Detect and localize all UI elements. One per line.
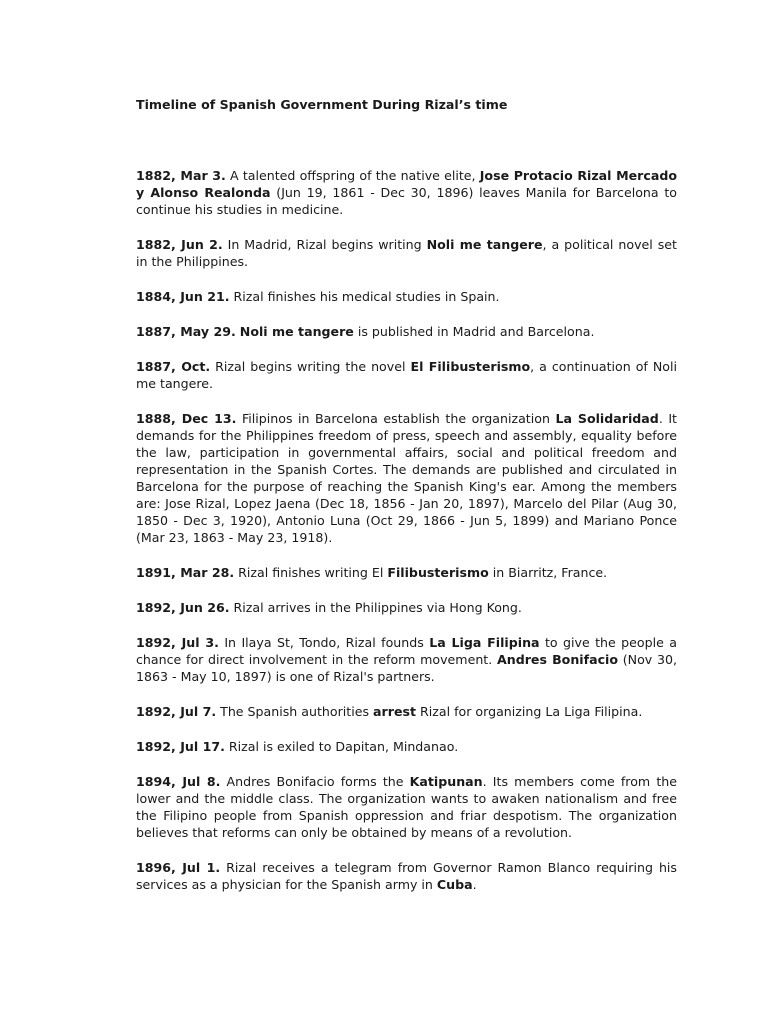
entry-emphasis: El Filibusterismo (410, 359, 531, 374)
entry-text: Rizal begins writing the novel (210, 359, 411, 374)
entry-emphasis: La Solidaridad (555, 411, 659, 426)
entry-text: , a continuation of Noli me tangere. (136, 359, 677, 391)
timeline-entry (136, 323, 677, 340)
entry-text: Rizal finishes his medical studies in Spain. (229, 289, 500, 304)
document-page (136, 96, 677, 911)
entry-emphasis: Cuba (436, 877, 473, 892)
entry-date: 1887, May 29. (136, 324, 236, 339)
timeline-entry (136, 236, 677, 270)
entry-emphasis: arrest (373, 704, 417, 719)
entry-text: Andres Bonifacio forms the (220, 774, 410, 789)
entry-date: 1887, Oct. (136, 359, 211, 374)
timeline-entry (136, 634, 677, 685)
entry-text: . (472, 877, 477, 892)
entry-emphasis: Noli me tangere (426, 237, 543, 252)
entry-text: Rizal is exiled to Dapitan, Mindanao. (224, 739, 459, 754)
entry-text: . Its members come from the lower and the middle class. The organization wants to awaken nationalism and free the Filipino people from Spanish oppression and friar despotism. The organization believes that reforms can only be obtained by means of a revolution. (136, 774, 677, 840)
entry-text: . It demands for the Philippines freedom of press, speech and assembly, equality before the law, participation in governmental affairs, social and political freedom and representation in the Spanish Cortes. The demands are published and circulated in Barcelona for the purpose of reaching the Spanish King's ear. Among the members are: Jose Rizal, Lopez Jaena (Dec 18, 1856 - Jan 20, 1897), Marcelo del Pilar (Aug 30, 1850 - Dec 3, 1920), Antonio Luna (Oct 29, 1866 - Jun 5, 1899) and Mariano Ponce (Mar 23, 1863 - May 23, 1918). (136, 411, 677, 545)
entry-emphasis: Filibusterismo (387, 565, 489, 580)
entry-text: The Spanish authorities (216, 704, 374, 719)
entry-date: 1892, Jun 26. (136, 600, 230, 615)
timeline-entry (136, 288, 677, 305)
entry-date: 1892, Jul 3. (136, 635, 219, 650)
entry-text: Rizal finishes writing El (234, 565, 388, 580)
timeline-entries (136, 167, 677, 893)
entry-date: 1882, Jun 2. (136, 237, 223, 252)
entry-text: In Madrid, Rizal begins writing (222, 237, 427, 252)
entry-date: 1892, Jul 7. (136, 704, 217, 719)
document-title: Timeline of Spanish Government During Rizal’s time (136, 97, 508, 112)
timeline-entry (136, 410, 677, 546)
timeline-entry (136, 167, 677, 218)
entry-text: in Biarritz, France. (488, 565, 608, 580)
entry-date: 1882, Mar 3. (136, 168, 226, 183)
entry-date: 1894, Jul 8. (136, 774, 221, 789)
entry-text: is published in Madrid and Barcelona. (353, 324, 595, 339)
timeline-entry (136, 358, 677, 392)
entry-emphasis: Katipunan (409, 774, 483, 789)
entry-text: Rizal for organizing La Liga Filipina. (416, 704, 643, 719)
entry-text: to give the people a chance for direct involvement in the reform movement. (136, 635, 677, 667)
entry-date: 1888, Dec 13. (136, 411, 237, 426)
entry-text: (Nov 30, 1863 - May 10, 1897) is one of Rizal's partners. (136, 652, 677, 684)
entry-emphasis: Andres Bonifacio (496, 652, 619, 667)
timeline-entry (136, 564, 677, 581)
entry-text: , a political novel set in the Philippines. (136, 237, 677, 269)
timeline-entry (136, 773, 677, 841)
entry-emphasis: La Liga Filipina (429, 635, 540, 650)
entry-date: 1884, Jun 21. (136, 289, 230, 304)
entry-emphasis: Jose Protacio Rizal Mercado y Alonso Realonda (136, 168, 677, 200)
entry-date: 1896, Jul 1. (136, 860, 221, 875)
entry-text: Rizal receives a telegram from Governor Ramon Blanco requiring his services as a physician for the Spanish army in (136, 860, 677, 892)
timeline-entry (136, 599, 677, 616)
entry-text: Filipinos in Barcelona establish the organization (236, 411, 556, 426)
entry-text: A talented offspring of the native elite, (225, 168, 480, 183)
entry-date: 1891, Mar 28. (136, 565, 235, 580)
timeline-entry (136, 859, 677, 893)
entry-text: Rizal arrives in the Philippines via Hong Kong. (229, 600, 522, 615)
timeline-entry (136, 703, 677, 720)
timeline-entry (136, 738, 677, 755)
entry-date: 1892, Jul 17. (136, 739, 225, 754)
entry-emphasis: Noli me tangere (239, 324, 354, 339)
entry-text: In Ilaya St, Tondo, Rizal founds (218, 635, 430, 650)
entry-text: (Jun 19, 1861 - Dec 30, 1896) leaves Manila for Barcelona to continue his studies in medicine. (136, 185, 677, 217)
